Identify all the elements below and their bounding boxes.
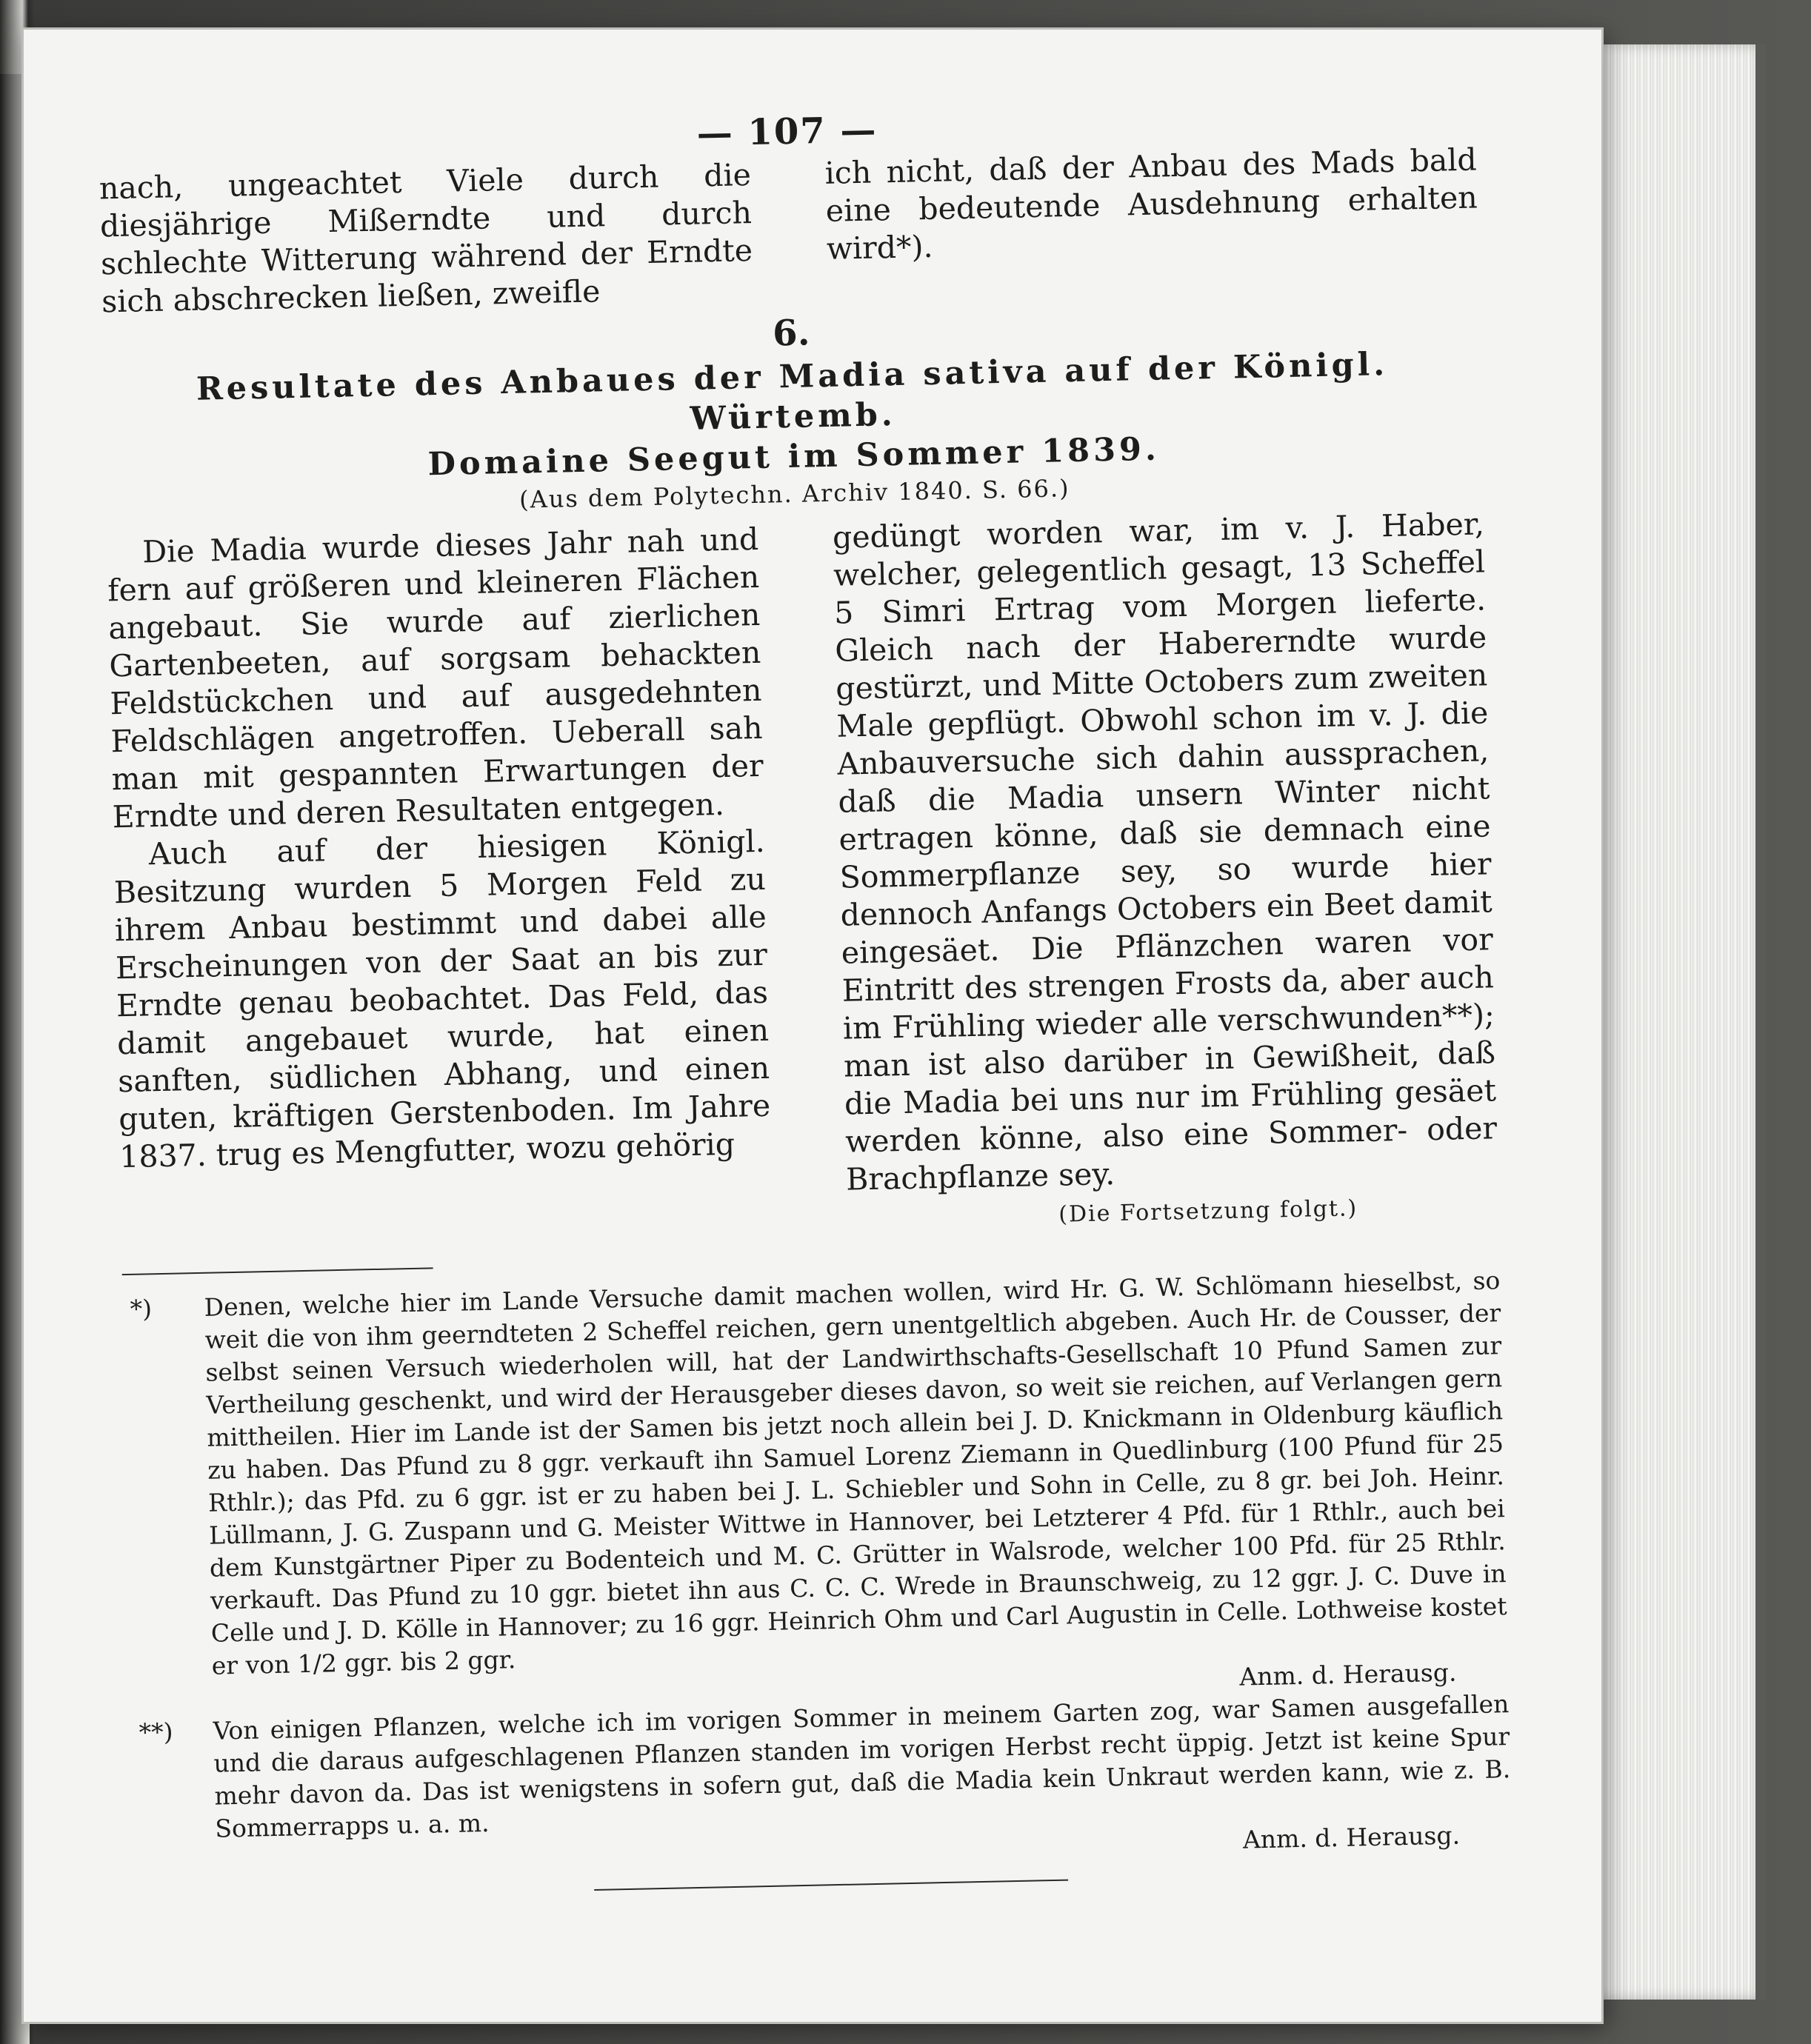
right-paragraph: gedüngt worden war, im v. J. Haber, welcher, gelegentlich gesagt, 13 Scheffel 5 Simri Ertrag vom Morgen lieferte. Gleich nach der Habererndte wurde gestürzt, und Mitte Octobers zum zweiten Male gepflügt. Obwohl schon im v. J. die Anbauversuche sich dahin aussprachen, daß die Madia unsern Winter nicht ertragen könne, daß sie demnach eine Sommerpflanze sey, so wurde hier dennoch Anfangs Octobers ein Beet damit eingesäet. Die Pflänzchen waren vor Eintritt des strengen Frosts da, aber auch im Frühling wieder alle verschwunden**); man ist also darüber in Gewißheit, daß die Madia bei uns nur im Frühling gesäet werden könne, also eine Sommer- oder Brachpflanze sey. (832, 506, 1498, 1198)
page-edges (1578, 44, 1766, 2000)
left-top-text: nach, ungeachtet Viele durch die diesjährige Mißerndte und durch schlechte Witterung während der Erndte sich abschrecken ließen, zweifle (99, 157, 753, 320)
section-number: 6. (772, 312, 810, 355)
footnote-rule (122, 1267, 433, 1275)
title-line-1: Resultate des Anbaues der Madia sativa auf der Königl. Würtemb. (196, 346, 1389, 438)
book-page (24, 30, 1601, 2022)
left-paragraph-2: Auch auf der hiesigen Königl. Besitzung wurden 5 Morgen Feld zu ihrem Anbau bestimmt und dabei alle Erscheinungen von der Saat an bis zur Erndte genau beobachtet. Das Feld, das damit angebauet wurde, hat einen sanften, südlichen Abhang, und einen guten, kräftigen Gerstenboden. Im Jahre 1837. trug es Mengfutter, wozu gehörig (113, 823, 771, 1175)
left-paragraph-1: Die Madia wurde dieses Jahr nah und fern auf größeren und kleineren Flächen angebaut. Sie wurde auf zierlichen Gartenbeeten, auf sorgsam behackten Feldstückchen und auf ausgedehnten Feldschlägen angetroffen. Ueberall sah man mit gespannten Erwartungen der Erndte und deren Resultaten entgegen. (107, 521, 764, 835)
footnote-2-text: Von einigen Pflanzen, welche ich im vorigen Sommer in meinem Garten zog, war Samen ausgefallen und die daraus aufgeschlagenen Pflanzen standen im vorigen Herbst recht üppig. Jetzt ist keine Spur mehr davon da. Das ist wenigstens in sofern gut, daß die Madia kein Unkraut werden kann, wie z. B. Sommerrapps u. a. m. (213, 1689, 1511, 1843)
footnote-2-mark: **) (139, 1717, 173, 1747)
footnote-1-mark: *) (130, 1294, 153, 1323)
body-columns (107, 505, 1499, 1253)
right-column-top (824, 141, 1479, 306)
source-citation: (Aus dem Polytechn. Archiv 1840. S. 66.) (518, 474, 1070, 514)
page-number: — 107 — (696, 109, 878, 155)
end-rule (594, 1880, 1068, 1891)
footnote-1 (122, 1264, 1508, 1684)
footnote-2-signature: Anm. d. Herausg. (1242, 1820, 1461, 1854)
top-columns (99, 141, 1479, 321)
footnote-1-text: Denen, welche hier im Lande Versuche damit machen wollen, wird Hr. G. W. Schlömann hieselbst, so weit die von ihm geerndteten 2 Scheffel reichen, gern unentgeltlich abgeben. Auch Hr. de Cousser, der selbst seinen Versuch wiederholen will, hat der Landwirthschafts-Gesellschaft 10 Pfund Samen zur Vertheilung geschenkt, und wird der Herausgeber dieses davon, so weit sie reichen, auf Verlangen gern mittheilen. Hier im Lande ist der Samen bis jetzt noch allein bei J. D. Knickmann in Oldenburg käuflich zu haben. Das Pfund zu 8 ggr. verkauft ihn Samuel Lorenz Ziemann in Quedlinburg (100 Pfund für 25 Rthlr.); das Pfd. zu 6 ggr. ist er zu haben bei J. L. Schiebler und Sohn in Celle, zu 8 gr. bei Joh. Heinr. Lüllmann, J. G. Zuspann und G. Meister Wittwe in Hannover, bei Letzterer 4 Pfd. für 1 Rthlr., auch bei dem Kunstgärtner Piper zu Bodenteich und M. C. Grütter in Walsrode, welcher 100 Pfd. für 25 Rthlr. verkauft. Das Pfund zu 10 ggr. bietet ihn aus C. C. C. Wrede in Braunschweig, zu 12 ggr. J. C. Duve in Celle und J. D. Kölle in Hannover; zu 16 ggr. Heinrich Ohm und Carl Augustin in Celle. Lothweise kostet er von 1/2 ggr. bis 2 ggr. (204, 1266, 1507, 1680)
title-line-2: Domaine Seegut im Sommer 1839. (427, 430, 1161, 484)
left-column-top (99, 156, 753, 321)
left-column-body (107, 521, 773, 1253)
continuation-note: (Die Fortsetzung folgt.) (1058, 1195, 1358, 1228)
text-block (98, 97, 1512, 1900)
right-top-text: ich nicht, daß der Anbau des Mads bald eine bedeutende Ausdehnung erhalten wird*). (824, 141, 1478, 267)
footnote-1-signature: Anm. d. Herausg. (1238, 1657, 1457, 1691)
right-column-body (833, 505, 1499, 1238)
